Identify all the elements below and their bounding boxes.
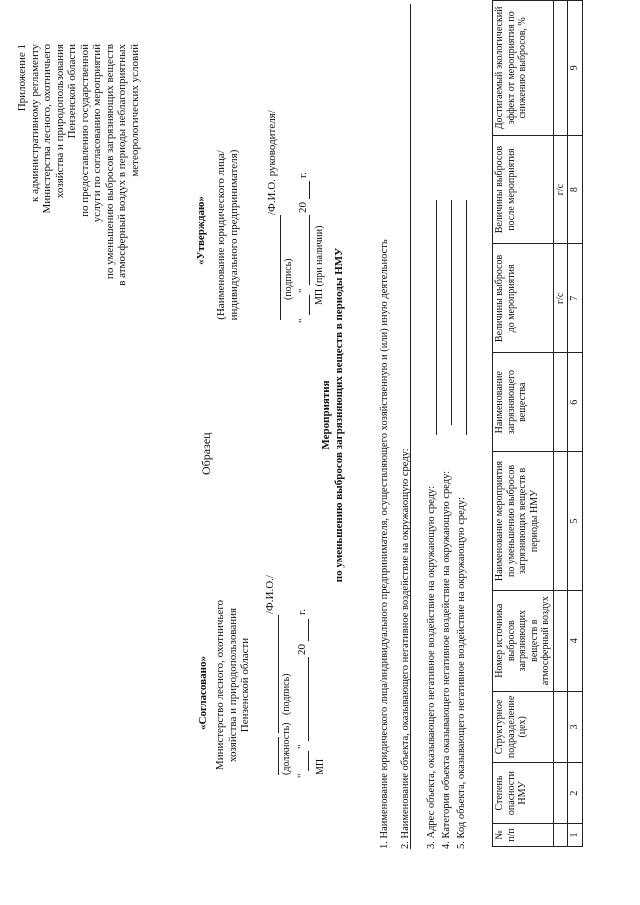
agree-title: «Согласовано» — [197, 656, 209, 730]
approve-year: 20 — [297, 202, 309, 213]
appendix-line: по уменьшению выбросов загрязняющих веществ — [103, 44, 116, 280]
header-cell-division: Структурное подразделение (цех) — [493, 691, 554, 762]
header-cell-hazard-degree: Степень опасности НМУ — [493, 763, 554, 824]
header-cell-number: № п/п — [493, 824, 554, 847]
field-object-category-line — [451, 200, 452, 425]
appendix-line: метеорологических условий — [128, 44, 141, 177]
unit-cell — [553, 353, 568, 452]
measures-table — [492, 0, 583, 847]
header-cell-ecological-effect: Достигаемый экологический эффект от мероприятия по снижению выбросов, % — [493, 1, 554, 136]
events-heading: Мероприятия — [320, 380, 332, 450]
field-object-address: 3. Адрес объекта, оказывающего негативное воздействие на окружающую среду: — [426, 485, 437, 849]
appendix-header — [16, 44, 141, 374]
field-object-code: 5. Код объекта, оказывающего негативное воздействие на окружающую среду: — [456, 496, 467, 849]
appendix-line: хозяйства и природопользования — [53, 44, 66, 199]
events-title — [320, 205, 346, 625]
column-number-cell: 2 — [568, 763, 583, 824]
header-cell-pollutant: Наименование загрязняющего вещества — [493, 353, 554, 452]
unit-cell — [553, 452, 568, 591]
field-entity-name: 1. Наименование юридического лица/индивидуального предпринимателя, осуществляющего хозяйственную и (или) иную деятельность — [379, 239, 390, 849]
agree-position-line — [266, 737, 279, 775]
approve-fio: /Ф.И.О. руководителя/ — [266, 110, 278, 215]
approve-month-line — [297, 215, 310, 285]
approve-date-open: " — [297, 318, 309, 323]
approve-signature-line — [268, 215, 281, 320]
approve-stamp: МП (при наличии) — [314, 225, 325, 305]
unit-cell — [553, 1, 568, 136]
column-number-cell: 9 — [568, 1, 583, 136]
header-cell-emission-after: Величины выбросов после мероприятия — [493, 135, 554, 244]
unit-cell — [553, 691, 568, 762]
column-number-cell: 3 — [568, 691, 583, 762]
column-number-cell: 5 — [568, 452, 583, 591]
agree-year: 20 — [296, 644, 308, 655]
approve-year-suffix: г. — [297, 171, 309, 178]
unit-cell — [553, 763, 568, 824]
approve-year-line — [297, 181, 310, 199]
agree-fio: /Ф.И.О./ — [264, 575, 276, 614]
unit-cell — [553, 590, 568, 691]
approve-organization: (Наименование юридического лица/ индивидуального предпринимателя) — [215, 149, 240, 321]
unit-cell — [553, 824, 568, 847]
agree-month-line — [296, 657, 309, 741]
table-number-row — [568, 1, 583, 847]
approve-signature-hint: (подпись) — [283, 258, 294, 300]
agree-year-line — [296, 619, 309, 641]
sample-label: Образец — [199, 432, 213, 475]
field-object-name: 2. Наименование объекта, оказывающего негативное воздействие на окружающую среду: — [400, 448, 411, 849]
approve-day-line — [297, 295, 310, 315]
column-number-cell: 8 — [568, 135, 583, 244]
unit-cell: г/с — [553, 135, 568, 244]
appendix-line: Приложение 1 — [16, 44, 28, 112]
approve-date-close: " — [297, 288, 309, 293]
appendix-line: Министерства лесного, охотничьего — [41, 44, 53, 214]
agree-stamp: МП — [315, 758, 326, 775]
agree-position-hint: (должность) — [281, 722, 292, 775]
table-header-row — [493, 1, 554, 847]
column-number-cell: 4 — [568, 590, 583, 691]
column-number-cell: 1 — [568, 824, 583, 847]
header-cell-source-number: Номер источника выбросов загрязняющих веществ в атмосферный воздух — [493, 590, 554, 691]
approve-title: «Утверждаю» — [195, 196, 207, 265]
appendix-line: к административному регламенту — [28, 44, 41, 202]
agree-signature-line — [266, 615, 279, 733]
agree-year-suffix: г. — [296, 608, 308, 615]
field-object-name-line — [410, 4, 411, 849]
header-cell-emission-before: Величины выбросов до мероприятия — [493, 244, 554, 353]
events-subtitle: по уменьшению выбросов загрязняющих веществ в периоды НМУ — [333, 247, 345, 583]
agree-organization: Министерство лесного, охотничьего хозяйства и природопользования Пензенской области — [214, 599, 251, 771]
field-object-address-line — [436, 200, 437, 435]
agree-date-close: " — [296, 744, 308, 749]
column-number-cell: 6 — [568, 353, 583, 452]
agree-signature-hint: (подпись) — [281, 673, 292, 715]
column-number-cell: 7 — [568, 244, 583, 353]
agree-day-line — [296, 751, 309, 771]
table-units-row — [553, 1, 568, 847]
field-object-code-line — [466, 200, 467, 435]
appendix-line: Пензенской области — [66, 44, 78, 139]
unit-cell: г/с — [553, 244, 568, 353]
appendix-line: услуги по согласованию мероприятий — [91, 44, 103, 223]
agree-date-open: " — [296, 773, 308, 778]
appendix-line: по предоставлению государственной — [78, 44, 91, 217]
field-object-category: 4. Категория объекта оказывающего негативное воздействие на окружающую среду: — [441, 470, 452, 849]
appendix-line: в атмосферный воздух в периоды неблагоприятных — [116, 44, 128, 286]
header-cell-measure-name: Наименование мероприятия по уменьшению выбросов загрязняющих веществ в периоды НМУ — [493, 452, 554, 591]
